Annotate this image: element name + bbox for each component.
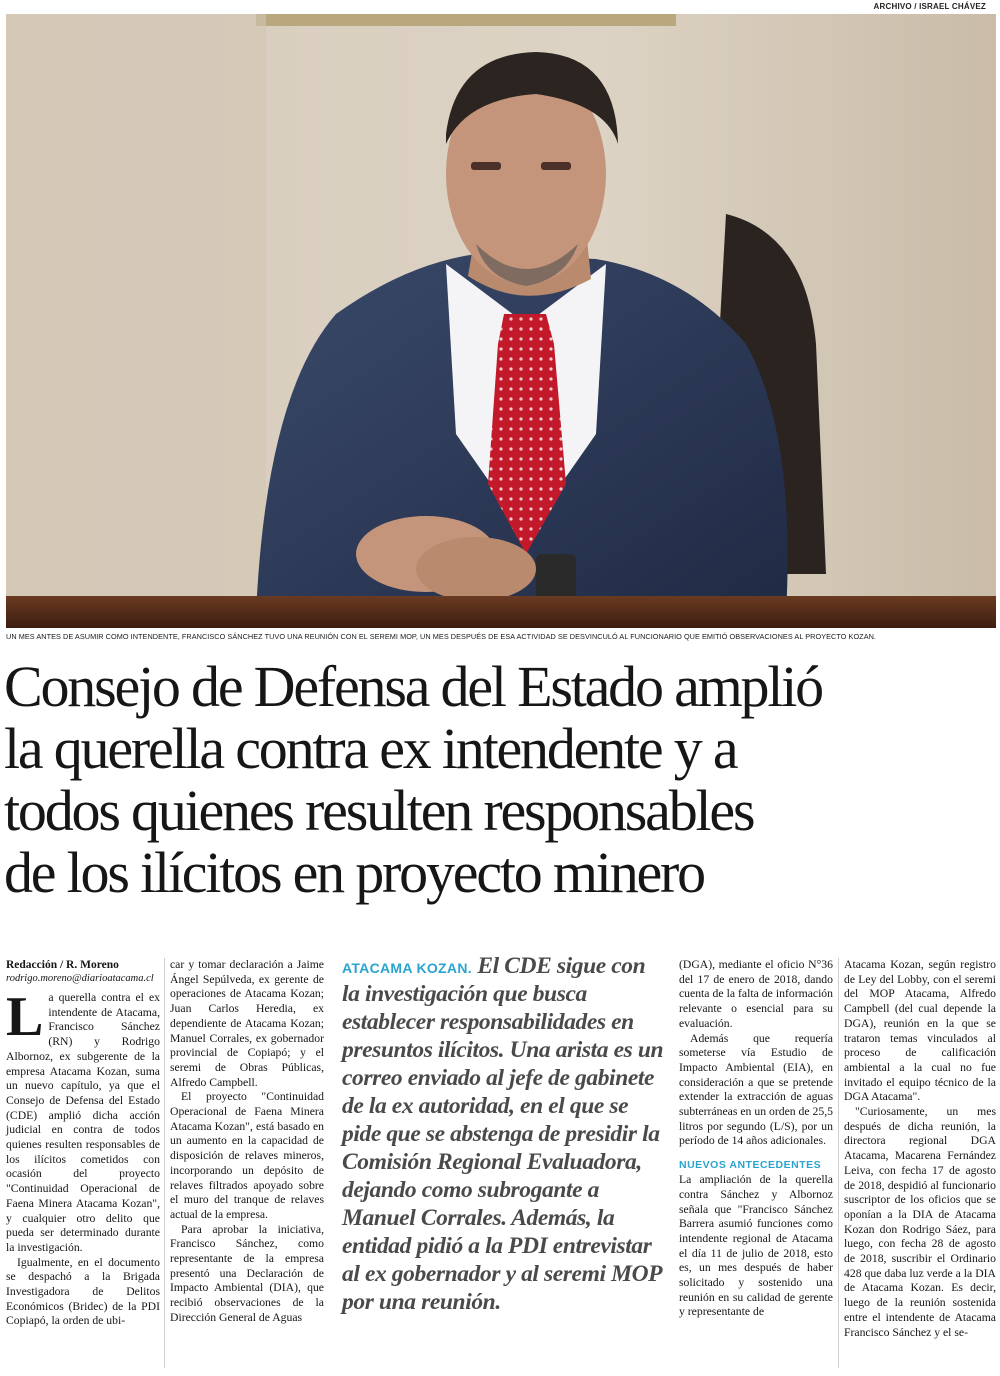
paragraph: Además que requería someterse vía Estudio de Impacto Ambiental (EIA), en consideración a que se pretende extender la extracción de aguas subterráneas en un orden de 25,5 litros por segundo (L/S), por un período de 14 años adicionales. (679, 1031, 833, 1148)
paragraph: "Curiosamente, un mes después de dicha reunión, la directora regional DGA Atacama, Macarena Fernández Leiva, con fecha 17 de agosto de 2018, despidió al funcionario suscriptor de los oficios que se oponían a la DIA de Atacama Kozan don Rodrigo Sáez, para luego, con fecha 28 de agosto de 2018, suscribir el Ordinario 428 que daba luz verde a la DIA de Atacama Kozan. Es decir, luego de la reunión sostenida entre el intendente de Atacama Francisco Sánchez y el se- (844, 1105, 996, 1339)
portrait-illustration (6, 14, 996, 628)
headline-line-1: Consejo de Defensa del Estado amplió (4, 654, 822, 719)
photo-caption: UN MES ANTES DE ASUMIR COMO INTENDENTE, FRANCISCO SÁNCHEZ TUVO UNA REUNIÓN CON EL SEREMI MOP, UN MES DESPUÉS DE ESA ACTIVIDAD SE DESVINCULÓ AL FUNCIONARIO QUE EMITIÓ OBSERVACIONES AL PROYECTO KOZAN. (6, 632, 877, 641)
article-column-4 (679, 958, 833, 1320)
article-column-1 (6, 958, 160, 1329)
paragraph: Igualmente, en el documento se despachó a la Brigada Investigadora de Delitos Económicos (Bridec) de la PDI Copiapó, la orden de ubi- (6, 1255, 160, 1328)
paragraph: Para aprobar la iniciativa, Francisco Sánchez, como representante de la empresa presentó una Declaración de Impacto Ambiental (DIA), que recibió observaciones de la Dirección General de Aguas (170, 1222, 324, 1324)
article-column-2 (170, 958, 324, 1326)
paragraph: Atacama Kozan, según registro de Ley del Lobby, con el seremi del MOP Atacama, Alfredo Campbell (del cual depende la DGA), reunión en la que se trataron temas vinculados al proceso de calificación ambiental a la cual no fue invitado el equipo técnico de la DGA Atacama". (844, 958, 996, 1104)
main-photo (6, 14, 996, 628)
photo-credit: ARCHIVO / ISRAEL CHÁVEZ (873, 2, 986, 11)
pull-quote-kicker: ATACAMA KOZAN. (342, 960, 472, 976)
drop-cap: L (6, 986, 44, 1048)
paragraph: El proyecto "Continuidad Operacional de Faena Minera Atacama Kozan", está basado en un aumento en la capacidad de disposición de relaves mineros, incorporando un depósito de relaves filtrados apoyado sobre el muro del tranque de relaves actual de la empresa. (170, 1090, 324, 1221)
section-subhead: NUEVOS ANTECEDENTES (679, 1159, 822, 1172)
headline-line-4: de los ilícitos en proyecto minero (4, 840, 704, 905)
lead-paragraph-text: a querella contra el ex intendente de Atacama, Francisco Sánchez (RN) y Rodrigo Albornoz, ex subgerente de la empresa Atacama Kozan, suma un nuevo capítulo, ya que el Consejo de Defensa del Estado (CDE) amplió dicha acción judicial en contra de todos quienes resulten responsables de los ilícitos cometidos con ocasión del proyecto "Continuidad Operacional de Faena Minera Atacama Kozan", y cualquier otro delito que pueda ser determinado durante la investigación. (6, 991, 160, 1254)
lead-paragraph (6, 986, 160, 1256)
column-divider (164, 958, 165, 1368)
pull-quote (342, 952, 668, 1316)
paragraph: car y tomar declaración a Jaime Ángel Sepúlveda, ex gerente de operaciones de Atacama Kozan; Juan Carlos Heredia, ex dependiente de Atacama Kozan; Manuel Corrales, ex gobernador provincial de Copiapó; y el seremi de Obras Públicas, Alfredo Campbell. (170, 958, 324, 1089)
author-email: rodrigo.moreno@diarioatacama.cl (6, 973, 154, 984)
column-divider (838, 958, 839, 1368)
article-column-5 (844, 958, 996, 1340)
headline-line-2: la querella contra ex intendente y a (4, 716, 737, 781)
paragraph: La ampliación de la querella contra Sánchez y Albornoz señala que "Francisco Sánchez Barrera asumió funciones como intendente regional de Atacama el día 11 de julio de 2018, esto es, un mes después de haber solicitado y sostenido una reunión en su calidad de gerente y representante de (679, 1173, 833, 1319)
byline: Redacción / R. Moreno (6, 959, 119, 971)
headline (4, 656, 996, 904)
paragraph: (DGA), mediante el oficio N°36 del 17 de enero de 2018, dando cuenta de la falta de información relevante o esencial para su evaluación. (679, 958, 833, 1030)
pull-quote-text: El CDE sigue con la investigación que busca establecer responsabilidades en presuntos ilícitos. Una arista es un correo enviado al jefe de gabinete de la ex autoridad, en el que se pide que se abstenga de presidir la Comisión Regional Evaluadora, dejando como subrogante a Manuel Corrales. Además, la entidad pidió a la PDI entrevistar al ex gobernador y al seremi MOP por una reunión. (342, 953, 664, 1315)
headline-line-3: todos quienes resulten responsables (4, 778, 754, 843)
